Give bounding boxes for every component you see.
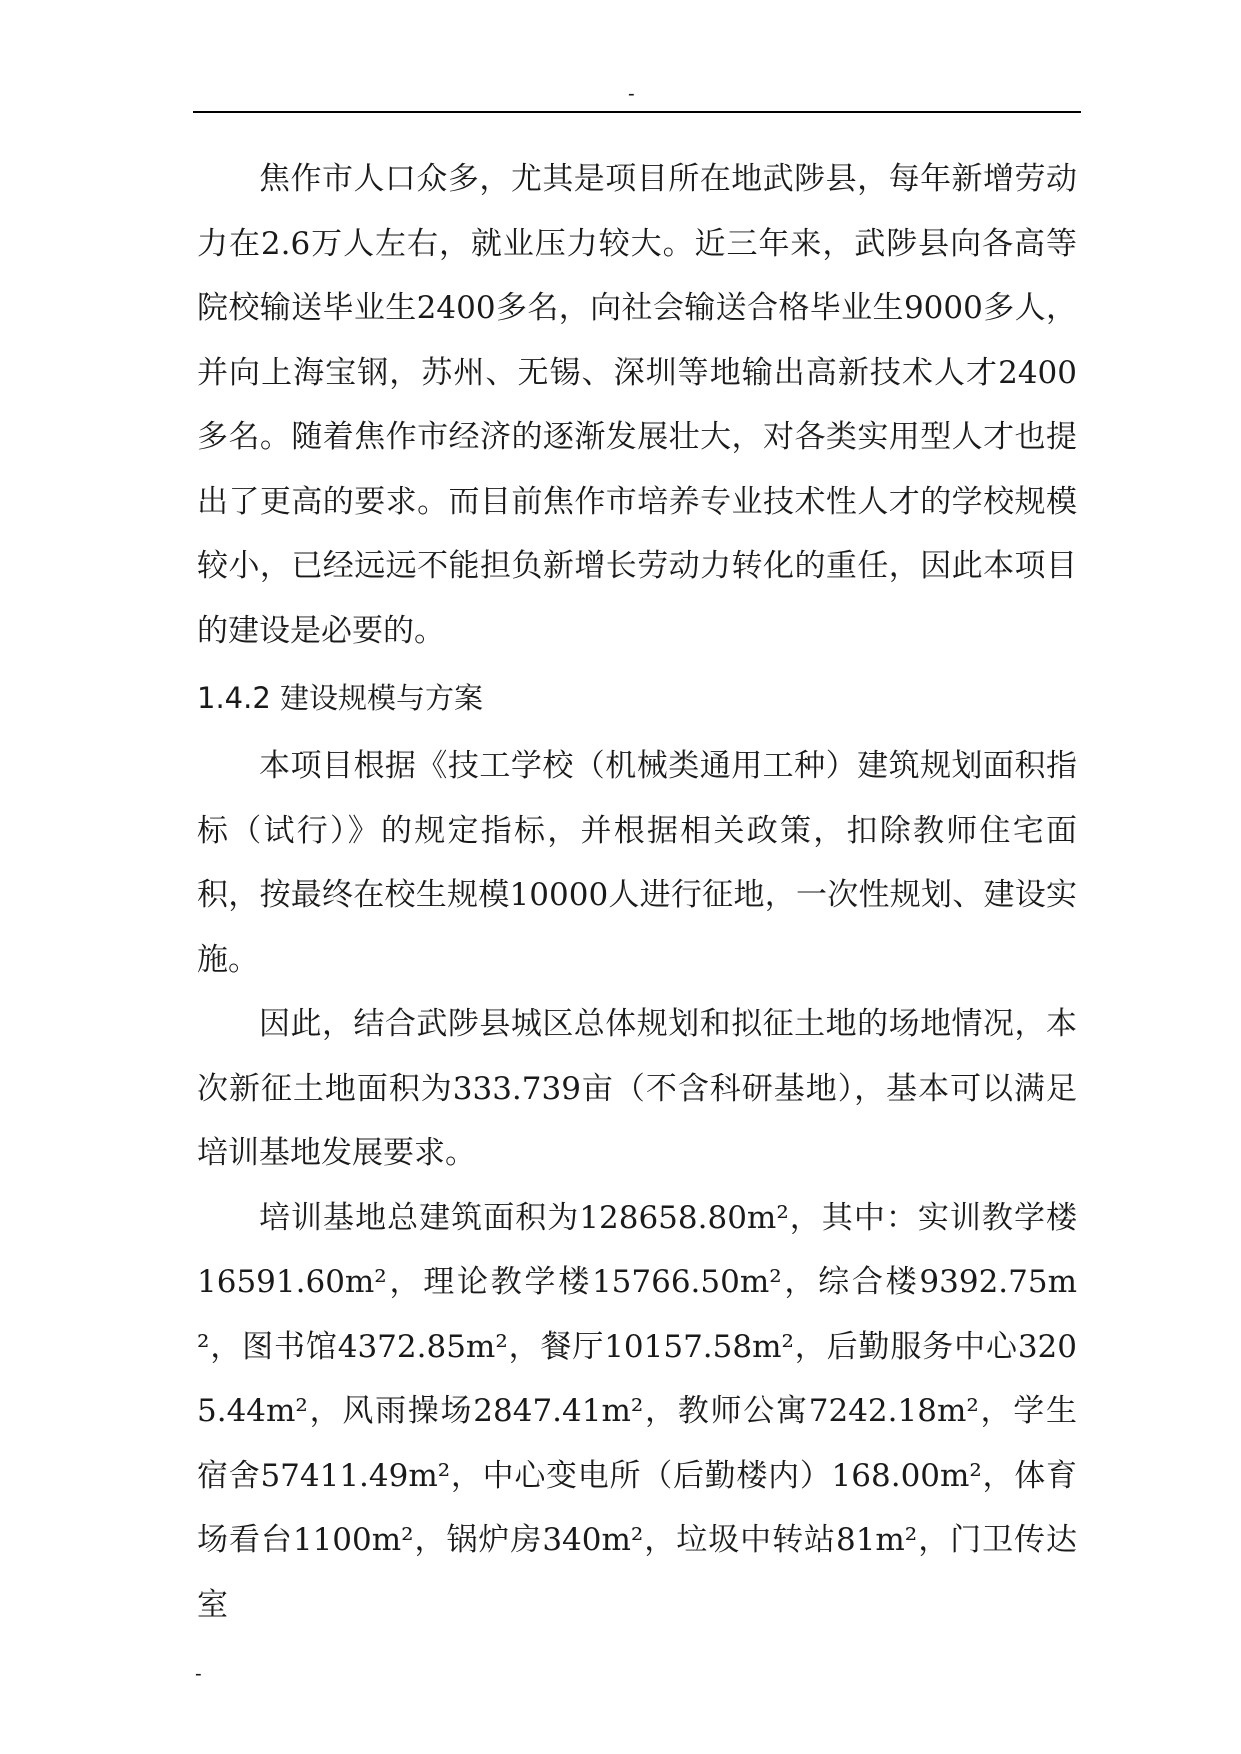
paragraph-scale-basis: 本项目根据《技工学校（机械类通用工种）建筑规划面积指标（试行）》的规定指标，并根据相关政策，扣除教师住宅面积，按最终在校生规模10000人进行征地，一次性规划、建设实施。 (197, 748, 1077, 978)
paragraph-land-area: 因此，结合武陟县城区总体规划和拟征土地的场地情况，本次新征土地面积为333.739亩（不含科研基地），基本可以满足培训基地发展要求。 (197, 1006, 1077, 1171)
paragraph-labor-force: 焦作市人口众多，尤其是项目所在地武陟县，每年新增劳动力在2.6万人左右，就业压力较大。近三年来，武陟县向各高等院校输送毕业生2400多名，向社会输送合格毕业生9000多人，并向上海宝钢，苏州、无锡、深圳等地输出高新技术人才2400多名。随着焦作市经济的逐渐发展壮大，对各类实用型人才也提出了更高的要求。而目前焦作市培养专业技术性人才的学校规模较小，已经远远不能担负新增长劳动力转化的重任，因此本项目的建设是必要的。 (197, 161, 1077, 649)
header-mark: - (628, 83, 635, 105)
header-rule (193, 111, 1081, 113)
document-body (197, 147, 1077, 1637)
footer-mark: - (195, 1663, 202, 1685)
paragraph-building-areas: 培训基地总建筑面积为128658.80m²，其中：实训教学楼16591.60m²，理论教学楼15766.50m²，综合楼9392.75m²，图书馆4372.85m²，餐厅10157.58m²，后勤服务中心3205.44m²，风雨操场2847.41m²，教师公寓7242.18m²，学生宿舍57411.49m²，中心变电所（后勤楼内）168.00m²，体育场看台1100m²，锅炉房340m²，垃圾中转站81m²，门卫传达室 (197, 1199, 1077, 1623)
section-heading: 1.4.2 建设规模与方案 (197, 681, 484, 715)
